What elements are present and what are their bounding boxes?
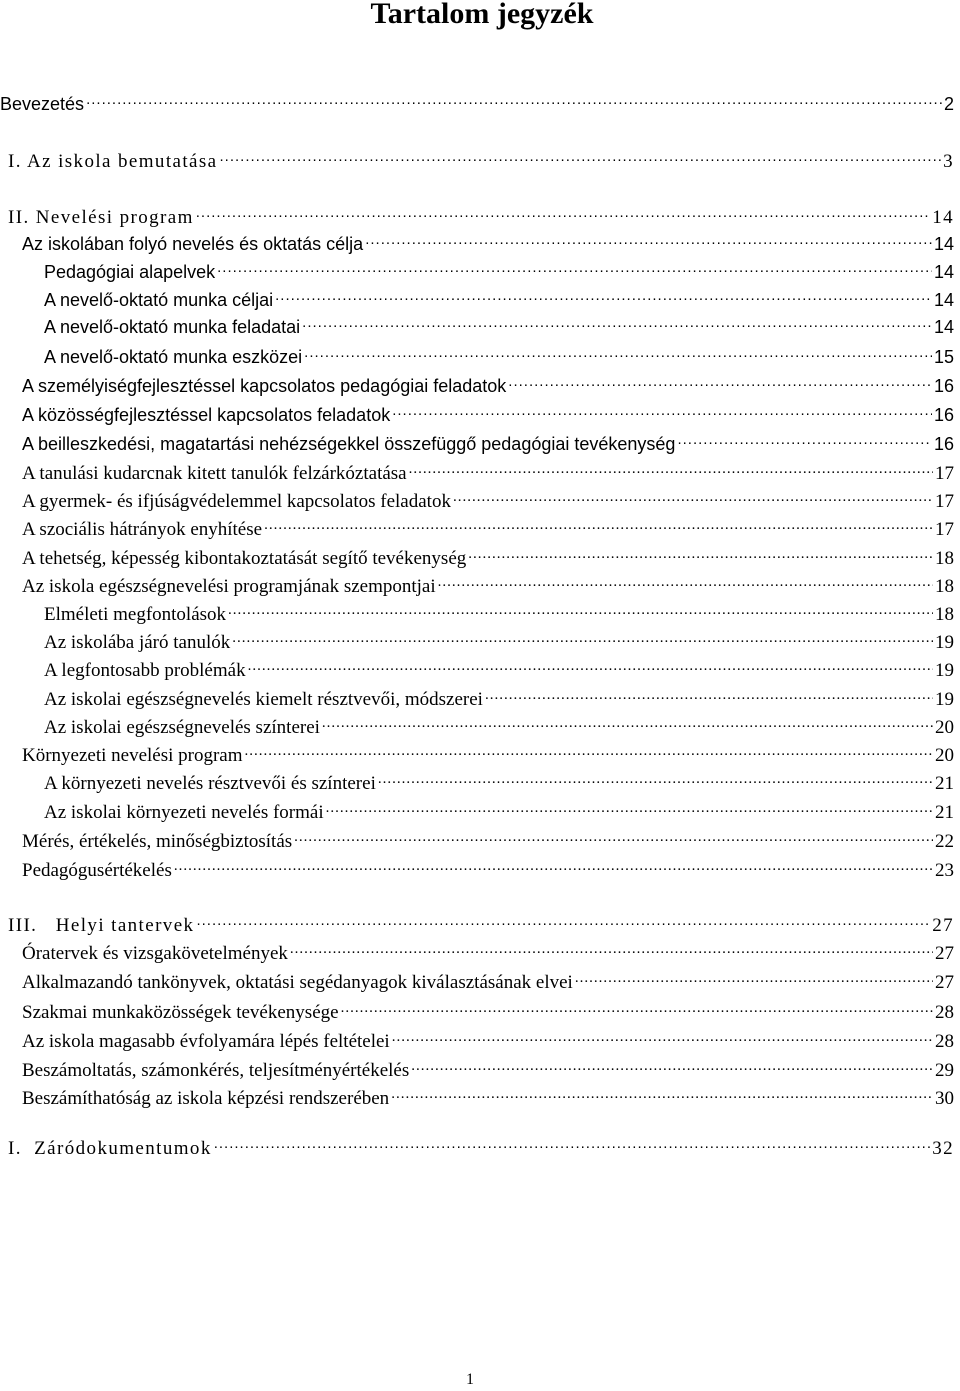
toc-entry-label: Beszámoltatás, számonkérés, teljesítményértékelés — [22, 1060, 410, 1081]
toc-entry-label: A személyiségfejlesztéssel kapcsolatos pedagógiai feladatok — [22, 376, 507, 396]
toc-entry[interactable] — [22, 545, 954, 571]
toc-entry-page: 14 — [932, 207, 954, 228]
toc-entry-page: 18 — [935, 604, 954, 625]
toc-leader-dots — [294, 828, 933, 847]
toc-entry-label: Pedagógusértékelés — [22, 860, 172, 881]
toc-entry[interactable] — [8, 204, 954, 230]
toc-entry-page: 27 — [935, 972, 954, 993]
toc-entry-label: A környezeti nevelés résztvevői és színterei — [44, 773, 376, 794]
toc-leader-dots — [196, 204, 930, 223]
toc-entry-label: A nevelő-oktató munka feladatai — [44, 317, 301, 337]
toc-entry[interactable] — [44, 601, 954, 627]
toc-entry-page: 28 — [935, 1002, 954, 1023]
toc-entry[interactable] — [44, 288, 954, 312]
toc-entry[interactable] — [44, 686, 954, 712]
toc-entry[interactable] — [44, 657, 954, 683]
toc-leader-dots — [392, 403, 932, 421]
toc-leader-dots — [485, 686, 933, 705]
toc-entry[interactable] — [44, 770, 954, 796]
toc-entry-page: 17 — [935, 519, 954, 540]
toc-leader-dots — [264, 516, 933, 535]
toc-entry-label: Mérés, értékelés, minőségbiztosítás — [22, 831, 293, 852]
toc-entry-label: A legfontosabb problémák — [44, 660, 246, 681]
toc-leader-dots — [438, 573, 933, 592]
toc-entry[interactable] — [22, 374, 954, 398]
toc-entry-label: Az iskolai környezeti nevelés formái — [44, 802, 324, 823]
page-title: Tartalom jegyzék — [370, 0, 594, 30]
toc-entry-label: Az iskolában folyó nevelés és oktatás célja — [22, 234, 364, 254]
toc-leader-dots — [174, 857, 933, 876]
toc-leader-dots — [322, 714, 933, 733]
toc-entry-page: 20 — [935, 745, 954, 766]
toc-entry[interactable] — [22, 828, 954, 854]
toc-leader-dots — [453, 488, 933, 507]
toc-entry[interactable] — [44, 345, 954, 369]
toc-entry-label: III. Helyi tantervek — [8, 915, 195, 936]
toc-entry[interactable] — [22, 573, 954, 599]
toc-entry[interactable] — [22, 516, 954, 542]
toc-entry-page: 27 — [935, 943, 954, 964]
toc-entry[interactable] — [44, 714, 954, 740]
toc-entry-page: 17 — [935, 463, 954, 484]
toc-leader-dots — [86, 92, 942, 110]
toc-entry-label: A szociális hátrányok enyhítése — [22, 519, 263, 540]
toc-entry-page: 19 — [935, 632, 954, 653]
toc-entry-page: 15 — [933, 347, 954, 367]
toc-entry-page: 27 — [932, 915, 954, 936]
toc-entry-page: 14 — [933, 234, 954, 254]
toc-leader-dots — [341, 999, 933, 1018]
toc-entry[interactable] — [44, 629, 954, 655]
toc-entry[interactable] — [22, 999, 954, 1025]
toc-entry-page: 22 — [935, 831, 954, 852]
toc-entry-label: A beilleszkedési, magatartási nehézségekkel összefüggő pedagógiai tevékenység — [22, 434, 676, 454]
toc-entry[interactable] — [22, 1085, 954, 1111]
toc-entry-label: I. Az iskola bemutatása — [8, 151, 218, 172]
toc-entry[interactable] — [22, 1028, 954, 1054]
toc-entry[interactable] — [0, 92, 954, 116]
toc-leader-dots — [214, 1135, 930, 1154]
toc-leader-dots — [575, 969, 933, 988]
toc-entry-label: Beszámíthatóság az iskola képzési rendszerében — [22, 1088, 390, 1109]
toc-entry-label: Környezeti nevelési program — [22, 745, 243, 766]
toc-entry[interactable] — [44, 799, 954, 825]
toc-leader-dots — [232, 629, 933, 648]
toc-entry-label: Alkalmazandó tankönyvek, oktatási segédanyagok kiválasztásának elvei — [22, 972, 573, 993]
toc-entry-label: Az iskolai egészségnevelés kiemelt résztvevői, módszerei — [44, 689, 483, 710]
toc-entry-label: Az iskolába járó tanulók — [44, 632, 231, 653]
toc-entry-label: Elméleti megfontolások — [44, 604, 227, 625]
toc-entry[interactable] — [8, 1135, 954, 1161]
toc-entry[interactable] — [22, 432, 954, 456]
toc-entry-page: 14 — [933, 290, 954, 310]
toc-entry-label: Az iskolai egészségnevelés színterei — [44, 717, 320, 738]
toc-leader-dots — [196, 912, 930, 931]
toc-entry-label: Az iskola egészségnevelési programjának szempontjai — [22, 576, 436, 597]
toc-entry-page: 21 — [935, 802, 954, 823]
toc-entry[interactable] — [22, 969, 954, 995]
toc-leader-dots — [677, 432, 932, 450]
toc-leader-dots — [392, 1028, 933, 1047]
toc-entry[interactable] — [44, 315, 954, 339]
toc-leader-dots — [326, 799, 933, 818]
toc-entry-label: A gyermek- és ifjúságvédelemmel kapcsolatos feladatok — [22, 491, 451, 512]
toc-entry-page: 19 — [935, 689, 954, 710]
toc-entry-label: A nevelő-oktató munka eszközei — [44, 347, 303, 367]
toc-entry-page: 18 — [935, 576, 954, 597]
toc-leader-dots — [409, 460, 933, 479]
toc-entry-page: 32 — [932, 1138, 954, 1159]
toc-leader-dots — [468, 545, 933, 564]
toc-entry-label: A nevelő-oktató munka céljai — [44, 290, 274, 310]
toc-entry-label: I. Záródokumentumok — [8, 1138, 212, 1159]
toc-entry-page: 30 — [935, 1088, 954, 1109]
toc-entry[interactable] — [22, 232, 954, 256]
toc-entry[interactable] — [22, 742, 954, 768]
toc-entry-page: 16 — [933, 376, 954, 396]
toc-entry-label: Pedagógiai alapelvek — [44, 262, 216, 282]
toc-entry-label: A tanulási kudarcnak kitett tanulók felzárkóztatása — [22, 463, 407, 484]
toc-entry-page: 2 — [943, 94, 954, 114]
toc-entry-page: 17 — [935, 491, 954, 512]
toc-leader-dots — [411, 1057, 933, 1076]
toc-entry-page: 29 — [935, 1060, 954, 1081]
toc-entry-page: 28 — [935, 1031, 954, 1052]
toc-entry-label: Az iskola magasabb évfolyamára lépés feltételei — [22, 1031, 390, 1052]
toc-entry-label: Szakmai munkaközösségek tevékenysége — [22, 1002, 339, 1023]
toc-entry[interactable] — [8, 148, 954, 174]
toc-leader-dots — [508, 374, 932, 392]
toc-entry-label: A közösségfejlesztéssel kapcsolatos feladatok — [22, 405, 391, 425]
toc-entry[interactable] — [22, 403, 954, 427]
toc-entry-page: 16 — [933, 405, 954, 425]
toc-entry[interactable] — [22, 857, 954, 883]
toc-leader-dots — [217, 260, 932, 278]
toc-leader-dots — [290, 940, 933, 959]
toc-entry-label: A tehetség, képesség kibontakoztatását segítő tevékenység — [22, 548, 467, 569]
toc-leader-dots — [248, 657, 933, 676]
toc-entry-page: 18 — [935, 548, 954, 569]
toc-leader-dots — [365, 232, 932, 250]
toc-leader-dots — [275, 288, 932, 306]
toc-entry-page: 16 — [933, 434, 954, 454]
toc-leader-dots — [378, 770, 933, 789]
toc-entry[interactable] — [22, 460, 954, 486]
toc-leader-dots — [391, 1085, 933, 1104]
toc-leader-dots — [304, 345, 932, 363]
toc-entry-page: 14 — [933, 317, 954, 337]
toc-entry[interactable] — [22, 1057, 954, 1083]
toc-entry-label: Bevezetés — [0, 94, 85, 114]
toc-leader-dots — [228, 601, 933, 620]
toc-entry[interactable] — [44, 260, 954, 284]
toc-entry-label: II. Nevelési program — [8, 207, 194, 228]
toc-leader-dots — [245, 742, 933, 761]
toc-leader-dots — [302, 315, 932, 333]
toc-entry[interactable] — [8, 912, 954, 938]
toc-entry-page: 21 — [935, 773, 954, 794]
toc-leader-dots — [219, 148, 941, 167]
toc-entry[interactable] — [22, 940, 954, 966]
footer-page-number: 1 — [466, 1371, 474, 1388]
toc-entry-page: 14 — [933, 262, 954, 282]
toc-entry[interactable] — [22, 488, 954, 514]
toc-entry-label: Óratervek és vizsgakövetelmények — [22, 943, 288, 964]
toc-entry-page: 19 — [935, 660, 954, 681]
toc-entry-page: 23 — [935, 860, 954, 881]
toc-entry-page: 20 — [935, 717, 954, 738]
toc-entry-page: 3 — [943, 151, 954, 172]
